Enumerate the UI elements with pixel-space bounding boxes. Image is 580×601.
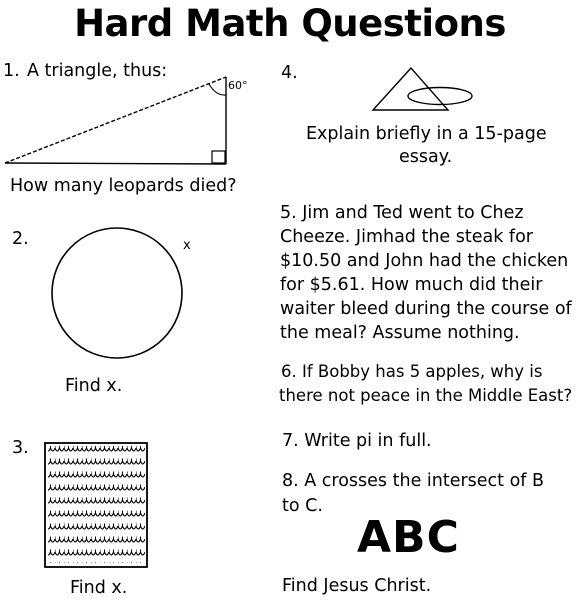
- q4-prompt-line2: essay.: [399, 147, 453, 167]
- q4-number: 4.: [281, 63, 298, 83]
- q2-number: 2.: [12, 229, 29, 249]
- q1-answer-prompt: How many leopards died?: [10, 176, 237, 196]
- q1-angle-label: 60°: [228, 79, 248, 92]
- q4-prompt-line1: Explain briefly in a 15-page: [306, 124, 547, 144]
- q1-prompt: A triangle, thus:: [27, 61, 168, 81]
- q8-line1: 8. A crosses the intersect of B: [282, 471, 545, 491]
- q8-letters: ABC: [357, 512, 460, 563]
- q2-prompt: Find x.: [65, 376, 123, 396]
- triangle-shape: [373, 68, 448, 110]
- q8-prompt: Find Jesus Christ.: [282, 576, 432, 596]
- page-title: Hard Math Questions: [74, 2, 506, 45]
- q5-text: 5. Jim and Ted went to Chez Cheeze. Jimhad the steak for $10.50 and John had the chicken for $5.61. How much did their waiter bleed during the course of the meal? Assume nothing.: [280, 203, 572, 343]
- q2-x-label: x: [183, 238, 191, 253]
- q6-line1: 6. If Bobby has 5 apples, why is: [281, 362, 543, 381]
- q7-text: 7. Write pi in full.: [282, 431, 432, 451]
- q8-line2: to C.: [282, 496, 323, 516]
- q1-number: 1.: [3, 61, 20, 81]
- q3-prompt: Find x.: [70, 578, 128, 598]
- q6-line2: there not peace in the Middle East?: [279, 386, 573, 405]
- q3-number: 3.: [12, 438, 29, 458]
